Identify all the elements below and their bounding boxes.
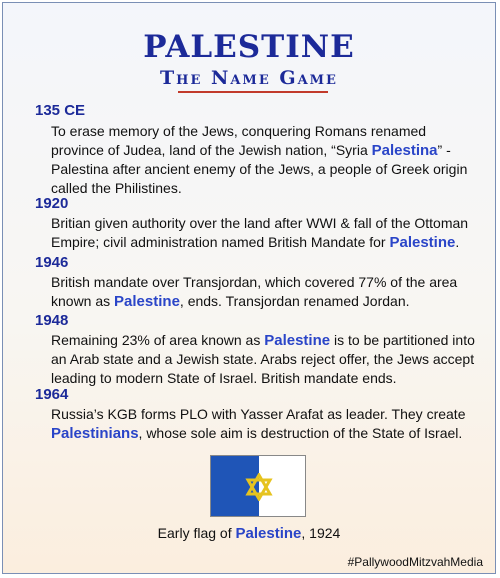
entry-line: Britian given authority over the land after WWI & fall of the Ottoman — [51, 215, 469, 231]
page-subtitle: The Name Game — [160, 67, 338, 89]
entry-line: an Arab state and a Jewish state. Arabs reject offer, the Jews accept — [51, 351, 475, 367]
entry-line — [51, 292, 483, 311]
page-title: PALESTINE — [143, 29, 355, 65]
entry-text — [51, 405, 483, 443]
entry-line: Russia’s KGB forms PLO with Yasser Arafat as leader. They create — [51, 406, 466, 422]
highlight-palestine: Palestine — [114, 293, 180, 310]
entry-year: 1964 — [35, 386, 69, 403]
entry-line: To erase memory of the Jews, conquering Romans renamed — [51, 123, 427, 139]
text-span: province of Judea, land of the Jewish nation, “Syria — [51, 142, 372, 158]
hashtag-credit: #PallywoodMitzvahMedia — [347, 555, 483, 569]
entry-line — [51, 424, 483, 443]
entry-text — [51, 331, 483, 388]
entry-text — [51, 214, 483, 252]
text-span: , whose sole aim is destruction of the State of Israel. — [138, 425, 463, 441]
text-span: Remaining 23% of area known as — [51, 332, 265, 348]
entry-year: 135 CE — [35, 102, 86, 119]
palestine-1924-flag — [210, 455, 306, 517]
entry-text — [51, 122, 483, 198]
text-span: known as — [51, 293, 115, 309]
entry-year: 1920 — [35, 195, 69, 212]
entry-year: 1948 — [35, 312, 69, 329]
infographic-card — [2, 2, 496, 574]
entry-text — [51, 273, 483, 311]
highlight-palestine: Palestina — [371, 142, 438, 159]
text-span: , ends. Transjordan renamed Jordan. — [179, 293, 410, 309]
entry-line — [51, 141, 483, 160]
star-of-david-icon — [245, 473, 273, 501]
caption-text: Early flag of — [157, 525, 236, 541]
entry-year: 1946 — [35, 254, 69, 271]
highlight-palestine: Palestine — [235, 525, 302, 542]
text-span: Empire; civil administration named British Mandate for — [51, 234, 390, 250]
entry-line: leading to modern State of Israel. British mandate ends. — [51, 370, 397, 386]
highlight-palestinians: Palestinians — [51, 425, 139, 442]
entry-line: Palestina after ancient enemy of the Jews, a people of Greek origin — [51, 161, 468, 177]
text-span: . — [455, 234, 460, 250]
entry-line — [51, 331, 483, 350]
text-span: ” - — [437, 142, 451, 158]
text-span: is to be partitioned into — [330, 332, 475, 348]
flag-caption — [3, 525, 495, 542]
entry-line: British mandate over Transjordan, which covered 77% of the area — [51, 274, 458, 290]
title-divider — [178, 91, 328, 93]
highlight-palestine: Palestine — [264, 332, 331, 349]
highlight-palestine: Palestine — [389, 234, 456, 251]
caption-text: , 1924 — [301, 525, 341, 541]
entry-line — [51, 233, 483, 252]
entry-line: called the Philistines. — [51, 180, 182, 196]
